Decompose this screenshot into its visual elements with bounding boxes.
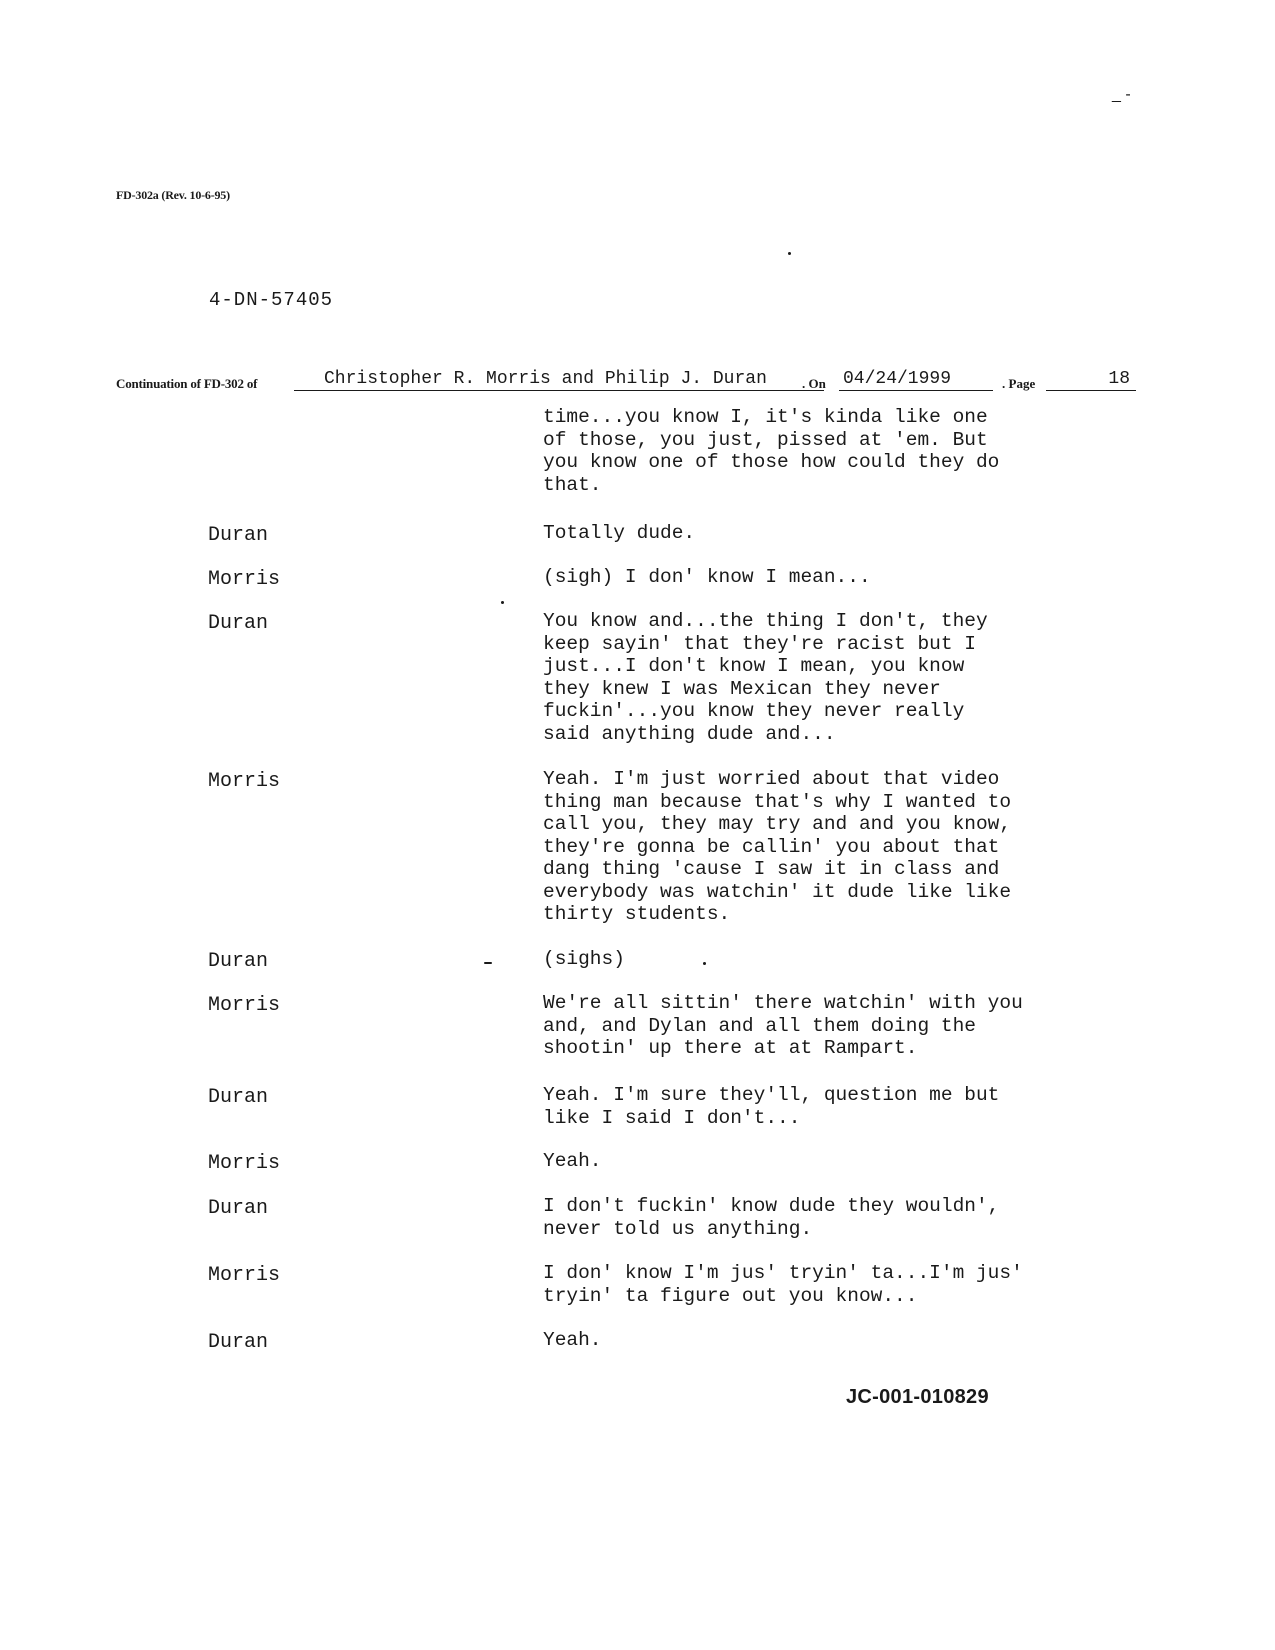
utterance-text: Yeah. I'm sure they'll, question me but like I said I don't... [543, 1084, 1000, 1129]
utterance-text: (sighs) [543, 948, 625, 970]
utterance-text: I don' know I'm jus' tryin' ta...I'm jus' tryin' ta figure out you know... [543, 1262, 1023, 1307]
scan-speck [501, 601, 504, 604]
utterance-text: Yeah. [543, 1150, 602, 1172]
utterance-text: Yeah. I'm just worried about that video thing man because that's why I wanted to call you, they may try and and you know, they're gonna be callin' you about that dang thing 'cause I saw it in class and everybody was watchin' it dude like like thirty students. [543, 768, 1012, 925]
scan-speck [788, 252, 791, 255]
speaker-name: Morris [208, 568, 281, 591]
utterance-text: Yeah. [543, 1329, 602, 1351]
on-label: . On [802, 376, 826, 391]
speaker-name: Duran [208, 1331, 269, 1354]
utterance-text: Totally dude. [543, 522, 696, 544]
file-number: 4-DN-57405 [209, 289, 334, 311]
speaker-name: Duran [208, 950, 269, 973]
utterance-text: I don't fuckin' know dude they wouldn', never told us anything. [543, 1195, 1000, 1240]
form-id: FD-302a (Rev. 10-6-95) [116, 188, 230, 202]
utterance-text: time...you know I, it's kinda like one of those, you just, pissed at 'em. But you know one of those how could they do that. [543, 406, 1000, 496]
utterance-text: We're all sittin' there watchin' with you and, and Dylan and all them doing the shootin' up there at at Rampart. [543, 992, 1023, 1059]
interview-date: 04/24/1999 [839, 368, 993, 391]
speaker-name: Duran [208, 1086, 269, 1109]
scan-speck [484, 962, 492, 964]
page-label: . Page [1002, 376, 1036, 391]
speaker-name: Duran [208, 524, 269, 547]
speaker-name: Morris [208, 1264, 281, 1287]
scan-speck [703, 962, 706, 965]
continuation-line [116, 368, 1146, 398]
corner-mark: _ - [1112, 86, 1131, 103]
speaker-name: Duran [208, 1197, 269, 1220]
page-number: 18 [1046, 368, 1136, 391]
bates-number: JC-001-010829 [846, 1386, 989, 1408]
utterance-text: (sigh) I don' know I mean... [543, 566, 871, 588]
speaker-name: Morris [208, 994, 281, 1017]
speaker-name: Morris [208, 1152, 281, 1175]
continuation-label: Continuation of FD-302 of [116, 376, 258, 391]
speaker-name: Morris [208, 770, 281, 793]
speaker-name: Duran [208, 612, 269, 635]
subject-names: Christopher R. Morris and Philip J. Duran [294, 368, 824, 391]
utterance-text: You know and...the thing I don't, they keep sayin' that they're racist but I just...I don't know I mean, you know they knew I was Mexican they never fuckin'...you know they never really said anything dude and... [543, 610, 988, 745]
